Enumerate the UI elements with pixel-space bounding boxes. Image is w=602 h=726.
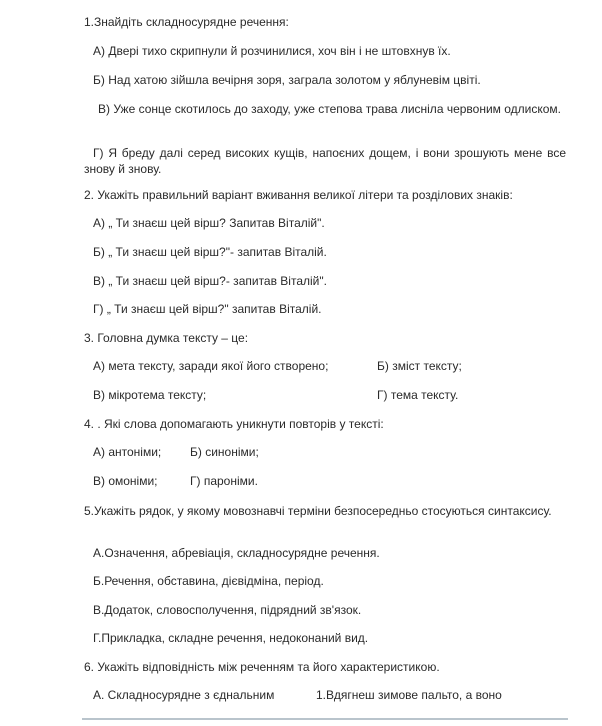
option: Б) синоніми; bbox=[190, 445, 259, 459]
option: Г) „ Ти знаєш цей вірш?" запитав Віталій. bbox=[93, 302, 322, 316]
option: А.Означення, абревіація, складносурядне речення. bbox=[93, 546, 380, 560]
option: А) „ Ти знаєш цей вірш? Запитав Віталій". bbox=[93, 216, 325, 230]
question-6: 6. Укажіть відповідність між реченням та його характеристикою. bbox=[84, 660, 440, 674]
option: В) Уже сонце скотилось до заходу, уже степова трава лисніла червоним одлиском. bbox=[98, 102, 562, 116]
option: Б) „ Ти знаєш цей вірш?"- запитав Віталій. bbox=[93, 245, 327, 259]
option: 1.Вдягнеш зимове пальто, а воно bbox=[316, 688, 502, 702]
option: В) омоніми; bbox=[93, 474, 158, 488]
option: Г) пароніми. bbox=[190, 474, 258, 488]
option: А) Двері тихо скрипнули й розчинилися, хоч він і не штовхнув їх. bbox=[93, 44, 451, 58]
option: В) мікротема тексту; bbox=[93, 388, 207, 402]
question-3: 3. Головна думка тексту – це: bbox=[84, 331, 249, 345]
option: А) мета тексту, заради якої його створено; bbox=[93, 359, 329, 373]
question-4: 4. . Які слова допомагають уникнути повторів у тексті: bbox=[84, 417, 384, 431]
option: Б.Речення, обставина, дієвідміна, період. bbox=[93, 574, 324, 588]
question-2: 2. Укажіть правильний варіант вживання великої літери та розділових знаків: bbox=[84, 188, 513, 202]
question-5: 5.Укажіть рядок, у якому мовознавчі терміни безпосередньо стосуються синтаксису. bbox=[84, 504, 552, 518]
question-1: 1.Знайдіть складносурядне речення: bbox=[84, 15, 289, 29]
option: В) „ Ти знаєш цей вірш?- запитав Віталій". bbox=[93, 274, 327, 288]
option: Г) тема тексту. bbox=[377, 388, 459, 402]
option: А) антоніми; bbox=[93, 445, 162, 459]
page-divider bbox=[82, 718, 568, 720]
option: Г) Я бреду далі серед високих кущів, напоєних дощем, і вони зрошують мене все знову й знову. bbox=[84, 146, 566, 176]
option: В.Додаток, словосполучення, підрядний зв'язок. bbox=[93, 603, 362, 617]
option: А. Складносурядне з єднальним bbox=[93, 688, 275, 702]
option: Б) Над хатою зійшла вечірня зоря, заграла золотом у яблуневім цвіті. bbox=[93, 73, 481, 87]
option: Г.Прикладка, складне речення, недоконаний вид. bbox=[93, 631, 369, 645]
option: Б) зміст тексту; bbox=[377, 359, 462, 373]
